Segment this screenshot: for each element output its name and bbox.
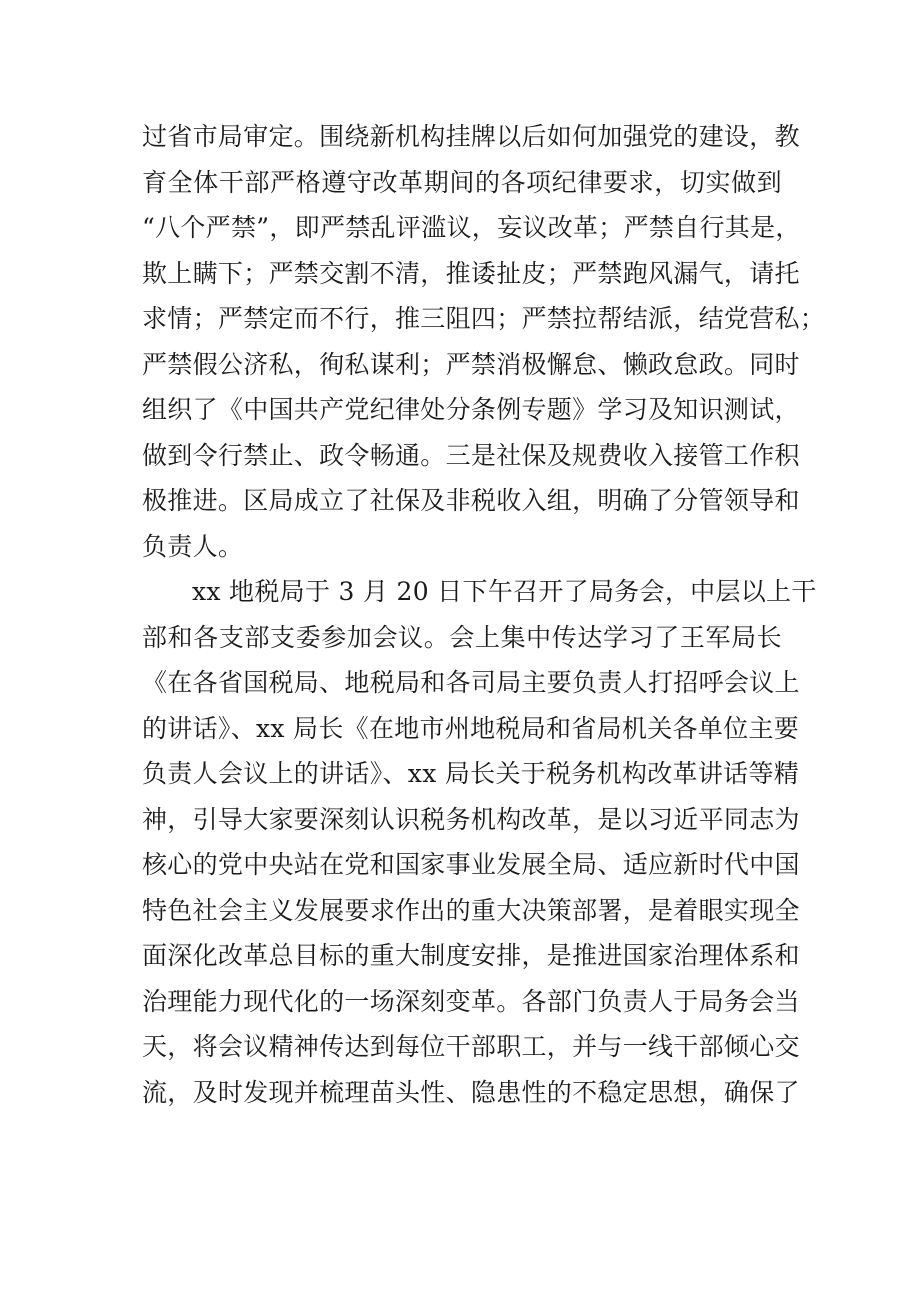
text-line: 核心的党中央站在党和国家事业发展全局、适应新时代中国: [142, 850, 800, 879]
text-line: 部和各支部支委参加会议。会上集中传达学习了王军局长: [142, 622, 782, 652]
text-line: 《在各省国税局、地税局和各司局主要负责人打招呼会议上: [142, 668, 800, 697]
text-line: xx 地税局于 3 月 20 日下午召开了局务会，中层以上干: [192, 577, 817, 606]
text-line: 育全体干部严格遵守改革期间的各项纪律要求，切实做到: [142, 167, 782, 197]
paragraph-2: [142, 569, 817, 1115]
document-body: [142, 114, 826, 1115]
text-line: 面深化改革总目标的重大制度安排，是推进国家治理体系和: [142, 941, 800, 970]
text-line: 负责人。: [142, 531, 244, 561]
text-line: 欺上瞒下；严禁交割不清，推诿扯皮；严禁跑风漏气，请托: [142, 258, 800, 288]
text-line: 特色社会主义发展要求作出的重大决策部署，是着眼实现全: [142, 895, 800, 925]
text-line: 神，引导大家要深刻认识税务机构改革，是以习近平同志为: [142, 804, 800, 834]
text-line: 的讲话》、xx 局长《在地市州地税局和省局机关各单位主要: [142, 713, 800, 743]
text-line: 极推进。区局成立了社保及非税收入组，明确了分管领导和: [142, 486, 800, 515]
text-line: 组织了《中国共产党纪律处分条例专题》学习及知识测试，: [142, 395, 800, 424]
text-line: 天，将会议精神传达到每位干部职工，并与一线干部倾心交: [142, 1032, 800, 1061]
text-line: 负责人会议上的讲话》、xx 局长关于税务机构改革讲话等精: [142, 759, 800, 788]
text-line: “八个严禁”，即严禁乱评滥议，妄议改革；严禁自行其是，: [142, 213, 801, 242]
text-line: 做到令行禁止、政令畅通。三是社保及规费收入接管工作积: [142, 440, 800, 470]
text-line: 求情；严禁定而不行，推三阻四；严禁拉帮结派，结党营私；: [142, 304, 826, 333]
text-line: 严禁假公济私，徇私谋利；严禁消极懈怠、懒政怠政。同时: [142, 349, 800, 379]
paragraph-1: [142, 114, 826, 569]
text-line: 流，及时发现并梳理苗头性、隐患性的不稳定思想，确保了: [142, 1077, 800, 1107]
text-line: 过省市局审定。围绕新机构挂牌以后如何加强党的建设，教: [142, 122, 800, 151]
text-line: 治理能力现代化的一场深刻变革。各部门负责人于局务会当: [142, 986, 800, 1016]
